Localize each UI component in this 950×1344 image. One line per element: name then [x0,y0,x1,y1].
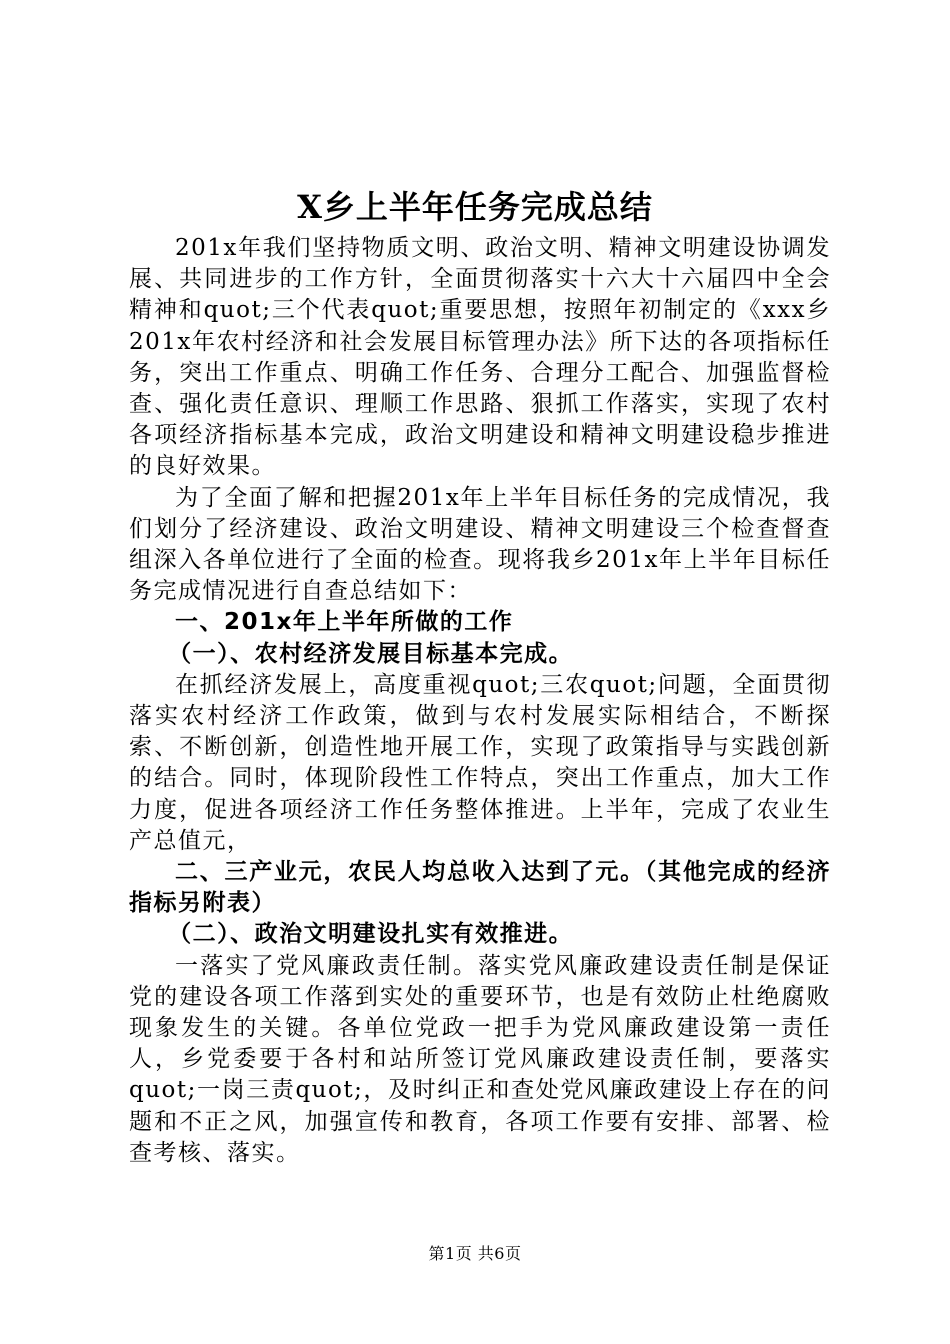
section-heading-1: 一、201x年上半年所做的工作 [175,609,514,636]
paragraph-politics: 一落实了党风廉政责任制。落实党风廉政建设责任制是保证党的建设各项工作落到实处的重要环节，也是有效防止杜绝腐败现象发生的关键。各单位党政一把手为党风廉政建设第一责任人，乡党委要于各村和站所签订党风廉政建设责任制，要落实quot;一岗三责quot;，及时纠正和查处党风廉政建设上存在的问题和不正之风，加强宣传和教育，各项工作要有安排、部署、检查考核、落实。 [129,952,831,1166]
document-title: X乡上半年任务完成总结 [297,188,653,226]
document-body [129,233,831,1169]
subsection-heading-2: （二）、政治文明建设扎实有效推进。 [168,921,574,948]
page-footer: 第1页 共6页 [428,1244,522,1263]
section-heading-2: 二、三产业元，农民人均总收入达到了元。（其他完成的经济指标另附表） [129,859,831,917]
subsection-heading-1: （一）、农村经济发展目标基本完成。 [168,640,574,667]
paragraph-intro: 201x年我们坚持物质文明、政治文明、精神文明建设协调发展、共同进步的工作方针，全面贯彻落实十六大十六届四中全会精神和quot;三个代表quot;重要思想，按照年初制定的《xxx乡201x年农村经济和社会发展目标管理办法》所下达的各项指标任务，突出工作重点、明确工作任务、合理分工配合、加强监督检查、强化责任意识、理顺工作思路、狠抓工作落实，实现了农村各项经济指标基本完成，政治文明建设和精神文明建设稳步推进的良好效果。 [129,235,831,480]
paragraph-inspection: 为了全面了解和把握201x年上半年目标任务的完成情况，我们划分了经济建设、政治文明建设、精神文明建设三个检查督查组深入各单位进行了全面的检查。现将我乡201x年上半年目标任务完成情况进行自查总结如下： [129,484,831,605]
paragraph-economy: 在抓经济发展上，高度重视quot;三农quot;问题，全面贯彻落实农村经济工作政策，做到与农村发展实际相结合，不断探索、不断创新，创造性地开展工作，实现了政策指导与实践创新的结合。同时，体现阶段性工作特点，突出工作重点，加大工作力度，促进各项经济工作任务整体推进。上半年，完成了农业生产总值元， [129,671,831,854]
